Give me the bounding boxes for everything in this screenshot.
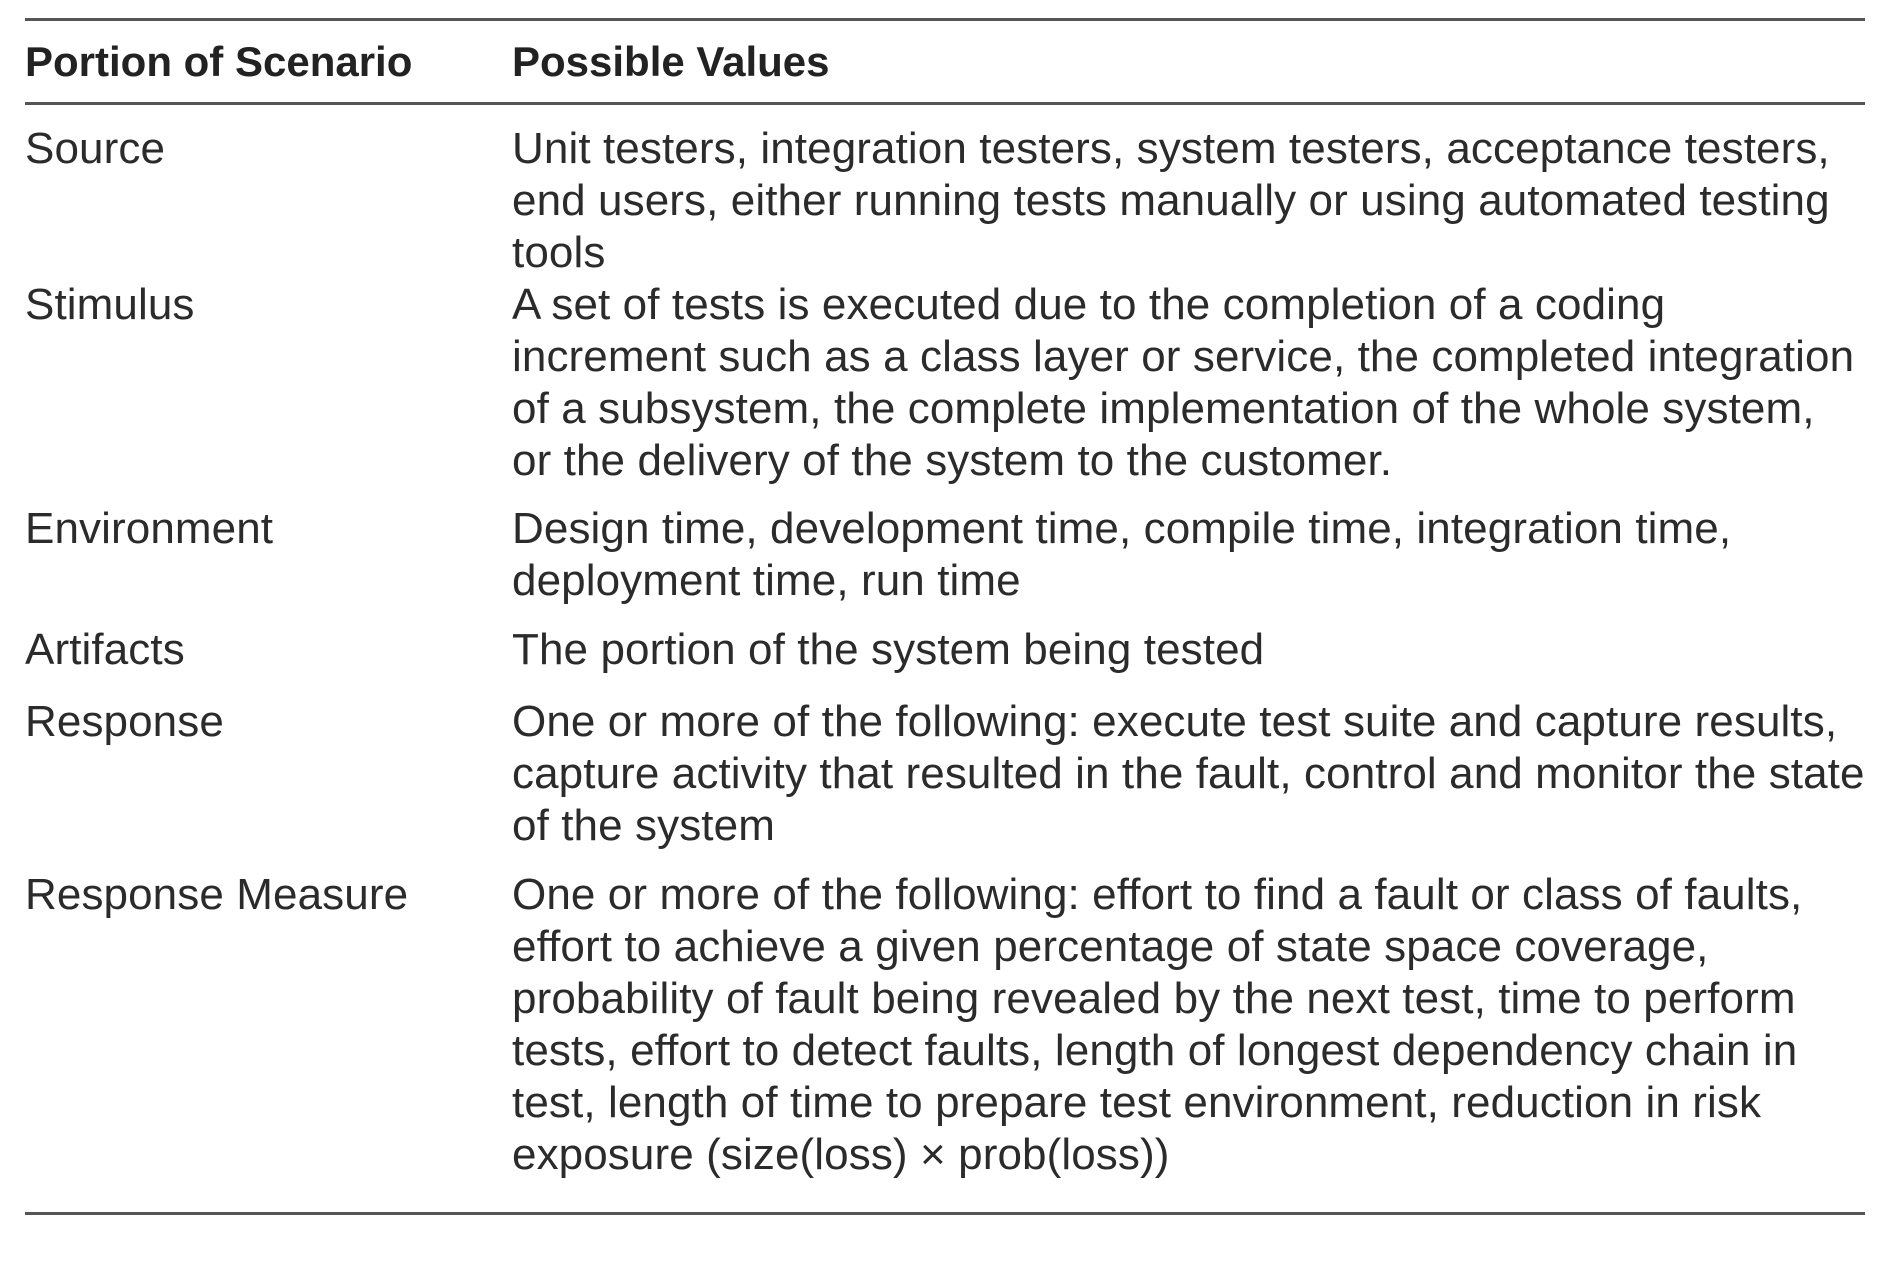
table-row (25, 279, 1865, 503)
row-portion-stimulus: Stimulus (25, 280, 195, 329)
table-row (25, 105, 1865, 279)
table-row (25, 503, 1865, 624)
row-portion-artifacts: Artifacts (25, 625, 185, 674)
header-possible-values: Possible Values (512, 37, 830, 85)
row-values-source: Unit testers, integration testers, system testers, acceptance testers, end users, either running tests manually or using automated testing tools (512, 124, 1830, 277)
table-bottom-rule (25, 1212, 1865, 1215)
table-row (25, 624, 1865, 696)
row-portion-response-measure: Response Measure (25, 870, 409, 919)
row-portion-source: Source (25, 124, 166, 173)
row-portion-response: Response (25, 697, 224, 746)
row-values-stimulus: A set of tests is executed due to the completion of a coding increment such as a class layer or service, the completed integration of a subsystem, the complete implementation of the whole system, or the delivery of the system to the customer. (512, 280, 1855, 485)
table-row (25, 696, 1865, 869)
table-row (25, 869, 1865, 1212)
row-values-response: One or more of the following: execute test suite and capture results, capture activity that resulted in the fault, control and monitor the state of the system (512, 697, 1865, 850)
row-values-artifacts: The portion of the system being tested (512, 625, 1265, 674)
row-values-response-measure: One or more of the following: effort to find a fault or class of faults, effort to achieve a given percentage of state space coverage, probability of fault being revealed by the next test, time to perform tests, effort to detect faults, length of longest dependency chain in test, length of time to prepare test environment, reduction in risk exposure (size(loss) × prob(loss)) (512, 870, 1803, 1179)
quality-attribute-scenario-table (25, 18, 1865, 1215)
row-values-environment: Design time, development time, compile time, integration time, deployment time, run time (512, 504, 1732, 605)
row-portion-environment: Environment (25, 504, 274, 553)
header-portion-of-scenario: Portion of Scenario (25, 37, 413, 85)
table-header-row (25, 21, 1865, 102)
